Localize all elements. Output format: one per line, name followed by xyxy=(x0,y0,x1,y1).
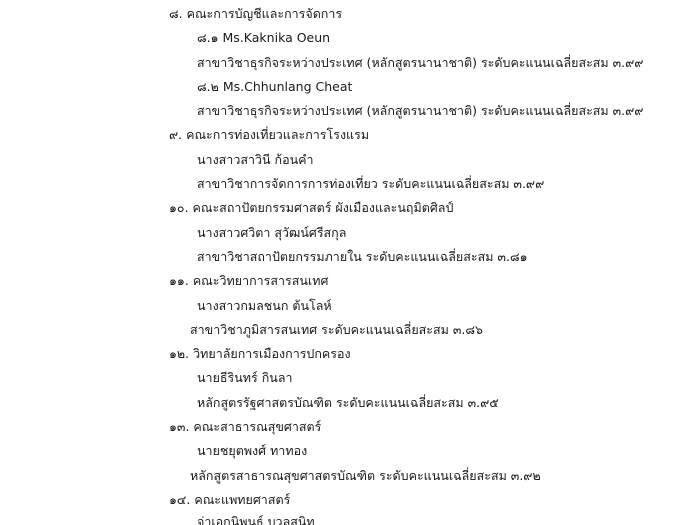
section-heading-9: ๙. คณะการท่องเที่ยวและการโรงแรม xyxy=(169,127,370,142)
awardee-name-9: นางสาวสาวินี ก้อนคำ xyxy=(197,152,314,167)
awardee-name-13: นายชยุตพงศ์ ทาทอง xyxy=(197,443,308,458)
awardee-name-12: นายธีรินทร์ กินลา xyxy=(197,370,293,385)
awardee-name-8-2: ๘.๒ Ms.Chhunlang Cheat xyxy=(197,79,353,94)
section-heading-10: ๑๐. คณะสถาปัตยกรรมศาสตร์ ผังเมืองและนฤมิตศิลป์ xyxy=(169,200,454,215)
section-heading-13: ๑๓. คณะสาธารณสุขศาสตร์ xyxy=(169,419,322,434)
program-line-10: สาขาวิชาสถาปัตยกรรมภายใน ระดับคะแนนเฉลี่ยสะสม ๓.๘๑ xyxy=(197,249,528,264)
awardee-name-14: จ่าเอกนิพนธ์ บวลสนิท xyxy=(197,514,315,525)
section-heading-12: ๑๒. วิทยาลัยการเมืองการปกครอง xyxy=(169,346,351,361)
program-line-9: สาขาวิชาการจัดการการท่องเที่ยว ระดับคะแนนเฉลี่ยสะสม ๓.๙๙ xyxy=(197,176,545,191)
program-line-8-1: สาขาวิชาธุรกิจระหว่างประเทศ (หลักสูตรนานาชาติ) ระดับคะแนนเฉลี่ยสะสม ๓.๙๙ xyxy=(197,55,644,70)
section-heading-8: ๘. คณะการบัญชีและการจัดการ xyxy=(169,6,343,21)
program-line-8-2: สาขาวิชาธุรกิจระหว่างประเทศ (หลักสูตรนานาชาติ) ระดับคะแนนเฉลี่ยสะสม ๓.๙๙ xyxy=(197,103,644,118)
awardee-name-10: นางสาวศวิตา สุวัฒน์ศรีสกุล xyxy=(197,225,347,240)
program-line-13: หลักสูตรสาธารณสุขศาสตรบัณฑิต ระดับคะแนนเฉลี่ยสะสม ๓.๙๒ xyxy=(190,468,541,483)
section-heading-11: ๑๑. คณะวิทยาการสารสนเทศ xyxy=(169,273,329,288)
program-line-11: สาขาวิชาภูมิสารสนเทศ ระดับคะแนนเฉลี่ยสะสม ๓.๘๖ xyxy=(190,322,483,337)
awardee-name-11: นางสาวกมลชนก ต้นโลห์ xyxy=(197,298,332,313)
program-line-12: หลักสูตรรัฐศาสตรบัณฑิต ระดับคะแนนเฉลี่ยสะสม ๓.๙๕ xyxy=(197,395,499,410)
section-heading-14: ๑๔. คณะแพทยศาสตร์ xyxy=(169,492,291,507)
awardee-name-8-1: ๘.๑ Ms.Kaknika Oeun xyxy=(197,30,331,45)
